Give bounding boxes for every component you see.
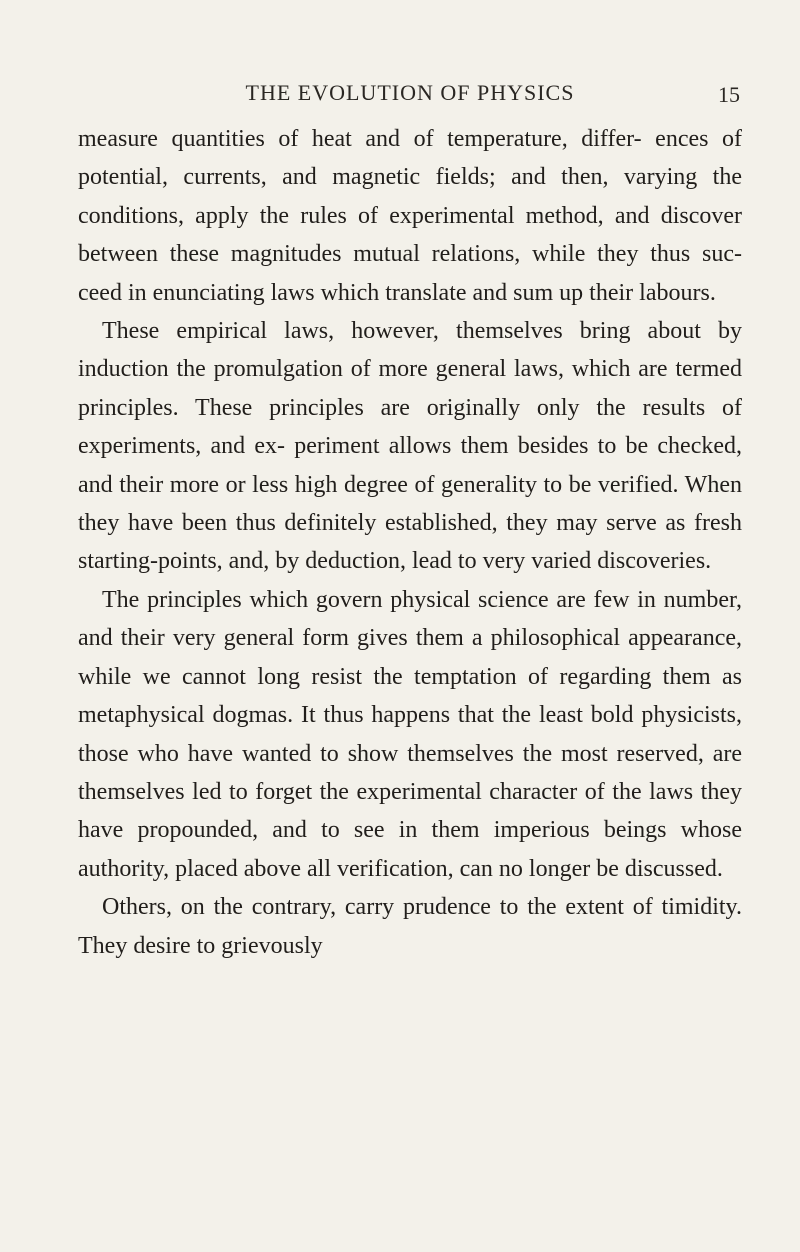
- paragraph-continued: measure quantities of heat and of temperature, differ- ences of potential, currents, and magnetic fields; and then, varying the conditions, apply the rules of experimental method, and discover between these magnitudes mutual relations, while they thus suc- ceed in enunciating laws which translate and sum up their labours.: [78, 126, 742, 306]
- paragraph-others: Others, on the contrary, carry prudence to the extent of timidity. They desire to grievously: [78, 894, 742, 959]
- body-text: [78, 120, 742, 965]
- page-number: 15: [718, 82, 740, 107]
- paragraph-principles: The principles which govern physical science are few in number, and their very general form gives them a philosophical appearance, while we cannot long resist the temptation of regarding them as metaphysical dogmas. It thus happens that the least bold physicists, those who have wanted to show themselves the most reserved, are themselves led to forget the experimental character of the laws they have propounded, and to see in them imperious beings whose authority, placed above all verification, can no longer be discussed.: [78, 586, 742, 882]
- running-head: [78, 78, 742, 108]
- running-title: THE EVOLUTION OF PHYSICS: [245, 80, 575, 105]
- paragraph-empirical-laws: These empirical laws, however, themselves bring about by induction the promulgation of more general laws, which are termed principles. These principles are originally only the results of experiments, and ex- periment allows them besides to be checked, and their more or less high degree of generality to be verified. When they have been thus definitely established, they may serve as fresh starting-points, and, by deduction, lead to very varied discoveries.: [78, 318, 742, 575]
